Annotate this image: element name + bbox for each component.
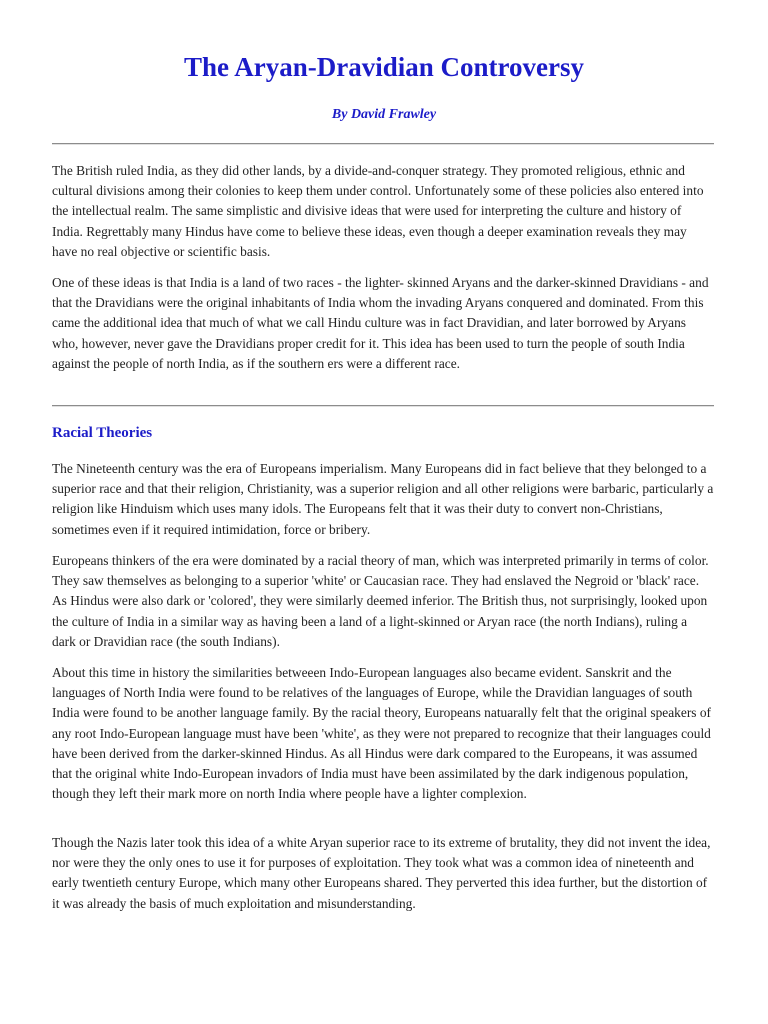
article-byline: By David Frawley xyxy=(331,107,437,122)
section-paragraph-3: About this time in history the similarities betweeen Indo-European languages also became evident. Sanskrit and the languages of North India were found to be relatives of the languages of Europe, while the Dravidian languages of south India were found to be another language family. By the racial theory, Europeans natuarally felt that the original speakers of any root Indo-European language must have been 'white', as they were not prepared to recognize that their languages could have been derived from the darker-skinned Hindus. As all Hindus were dark compared to the Europeans, it was assumed that the original white Indo-European invadors of India must have been assimilated by the dark indigenous population, though they left their mark more on north India where people have a lighter complexion. xyxy=(52,665,711,802)
intro-paragraph-2: One of these ideas is that India is a land of two races - the lighter- skinned Aryans and the darker-skinned Dravidians - and that the Dravidians were the original inhabitants of India whom the invading Aryans conquered and dominated. From this came the additional idea that much of what we call Hindu culture was in fact Dravidian, and later borrowed by Aryans who, however, never gave the Dravidians proper credit for it. This idea has been used to turn the people of south India against the people of north India, as if the southern ers were a different race. xyxy=(52,275,709,371)
section-paragraph-4: Though the Nazis later took this idea of a white Aryan superior race to its extreme of brutality, they did not invent the idea, nor were they the only ones to use it for purposes of exploitation. They took what was a common idea of nineteenth and early twentieth century Europe, which many other Europeans shared. They perverted this idea further, but the distortion of it was already the basis of much exploitation and misunderstanding. xyxy=(52,835,711,911)
horizontal-divider xyxy=(52,405,714,407)
section-heading: Racial Theories xyxy=(52,425,153,441)
article-title: The Aryan-Dravidian Controversy xyxy=(183,52,584,82)
horizontal-divider xyxy=(52,143,714,145)
section-paragraph-1: The Nineteenth century was the era of Europeans imperialism. Many Europeans did in fact believe that they belonged to a superior race and that their religion, Christianity, was a superior religion and all other religions were barbaric, particularly a religion like Hinduism which uses many idols. The Europeans felt that it was their duty to convert non-Christians, sometimes even if it required intimidation, force or bribery. xyxy=(52,461,714,537)
intro-paragraph-1: The British ruled India, as they did other lands, by a divide-and-conquer strategy. They promoted religious, ethnic and cultural divisions among their colonies to keep them under control. Unfortunately some of these policies also entered into the intellectual realm. The same simplistic and divisive ideas that were used for interpreting the culture and history of India. Regrettably many Hindus have come to believe these ideas, even though a deeper examination reveals they may have no real objective or scientific basis. xyxy=(52,163,704,259)
section-paragraph-2: Europeans thinkers of the era were dominated by a racial theory of man, which was interpreted primarily in terms of color. They saw themselves as belonging to a superior 'white' or Caucasian race. They had enslaved the Negroid or 'black' race. As Hindus were also dark or 'colored', they were similarly deemed inferior. The British thus, not surprisingly, looked upon the culture of India in a similar way as having been a land of a light-skinned or Aryan race (the north Indians), ruling a dark or Dravidian race (the south Indians). xyxy=(52,553,709,649)
